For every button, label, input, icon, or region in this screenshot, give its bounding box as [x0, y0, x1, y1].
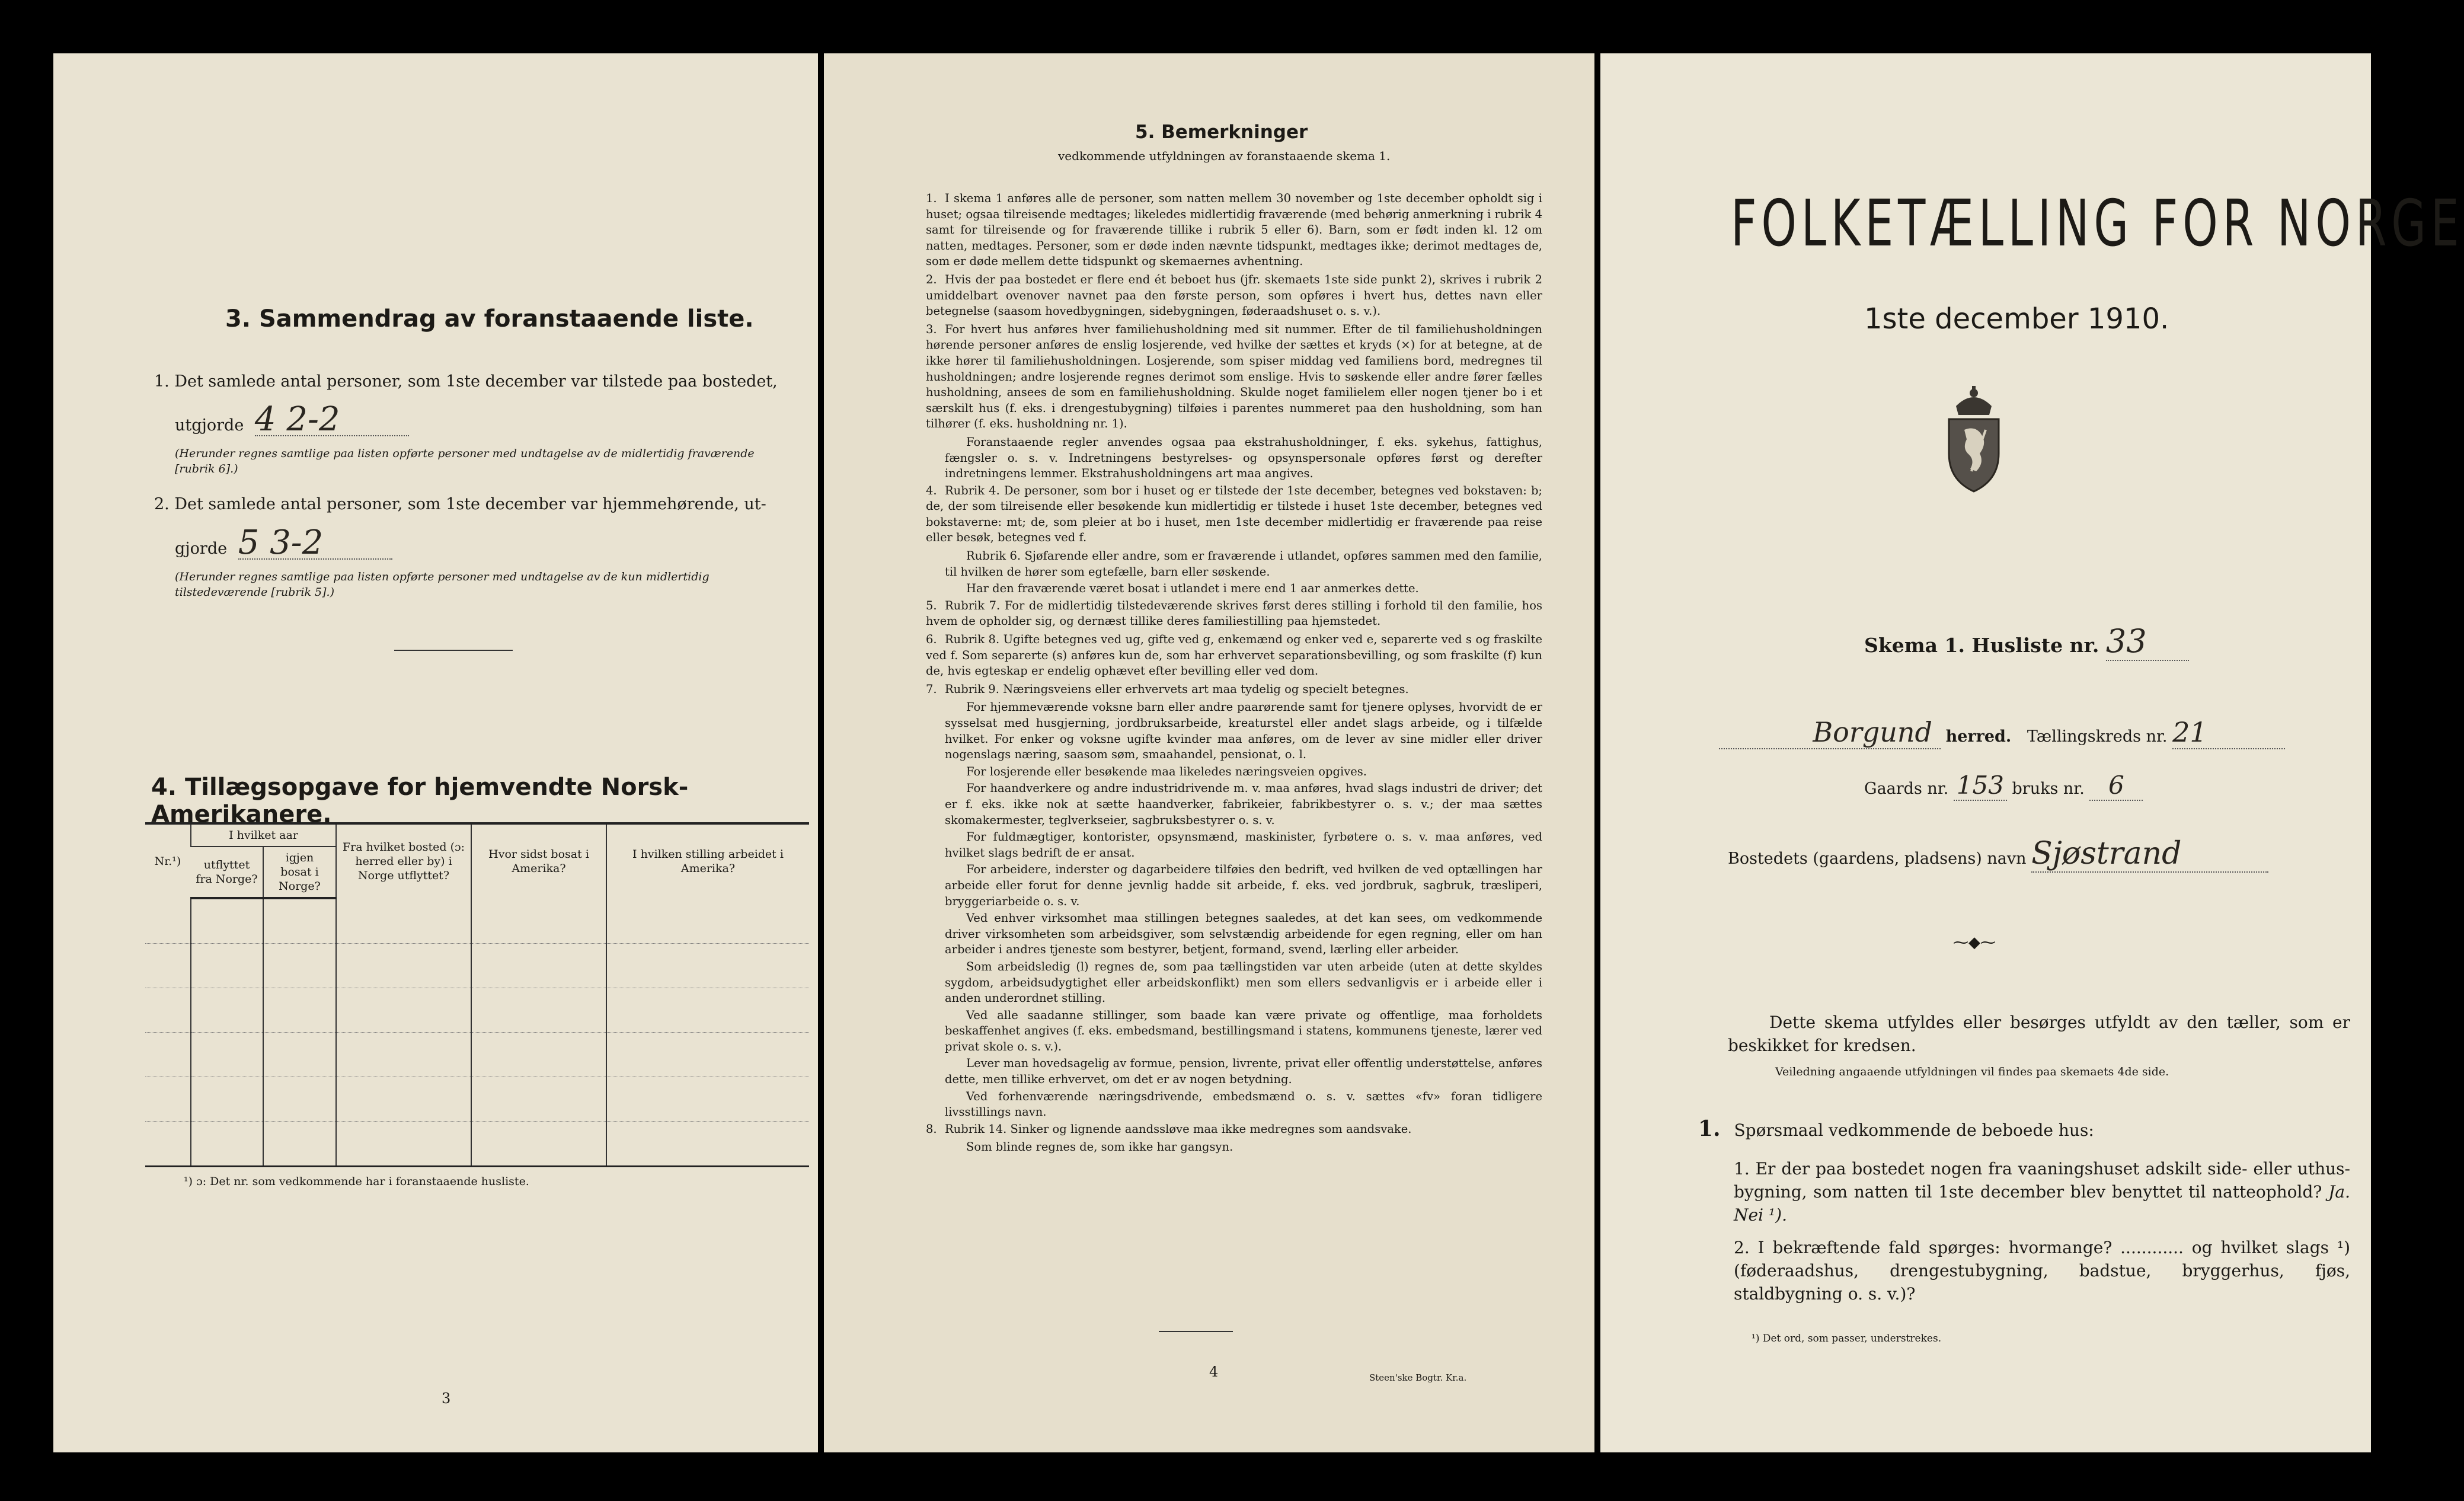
form-date: 1ste december 1910. — [1864, 302, 2169, 336]
remark-item: For losjerende eller besøkende maa likeledes næringsveien opgives. — [966, 764, 1367, 778]
item-2-note: (Herunder regnes samtlige paa listen opførte personer med undtagelse av de kun midlertidig tilstedeværende [rubrik 5].) — [175, 570, 710, 599]
item-1-lead: utgjorde 4 2-2 — [175, 404, 409, 436]
remark-item: 7. Rubrik 9. Næringsveiens eller erhvervets art maa tydelig og specielt betegnes. — [926, 682, 1409, 696]
remark-item: Ved enhver virksomhet maa stillingen betegnes saaledes, at det kan sees, om vedkommende driver virksomheten som arbeidsgiver, som selvstændig arbeidende for egen regning, eller om han arbeider i andres tjeneste som bestyrer, betjent, formand, svend, lærling eller arbeider. — [945, 911, 1542, 957]
section-3-title: 3. Sammendrag av foranstaaende liste. — [225, 305, 754, 333]
table-row — [145, 898, 809, 944]
remark-item: 4. Rubrik 4. De personer, som bor i huset og er tilstede der 1ste december, betegnes ved bokstaven: b; de, der som tilreisende eller besøkende kun midlertidig er tilstede i huset 1ste december, betegnes ved bokstaverne: mt; de, som pleier at bo i huset, men 1ste december midlertidig er fraværende paa reise eller besøk, betegnes ved f. — [926, 483, 1542, 545]
divider — [394, 650, 513, 651]
remark-item: 3. For hvert hus anføres hver familiehusholdning med sit nummer. Efter de til familiehusholdningen hørende personer anføres de enslig losjerende, ved hvilke der sættes et kryds (×) for at betegne, at de ikke hører til familiehusholdningen. Losjerende, som spiser middag ved familiens bord, medregnes til husholdningen; andre losjerende regnes derimot som enslige. Hvis to søskende eller andre fører fælles husholdning, ansees de som en familiehusholdning. Skulde noget familielem eller nogen tjener bo i et særskilt hus (f. eks. i drengestubygning) tilføies i parentes nummeret paa den husholdning, som han tilhører (f. eks. husholdning nr. 1). — [926, 322, 1542, 431]
item-1-note: (Herunder regnes samtlige paa listen opførte personer med undtagelse av de midlertidig fraværende [rubrik 6].) — [175, 447, 755, 475]
page-3-summary — [53, 53, 818, 1452]
remark-item: Som arbeidsledig (l) regnes de, som paa tællingstiden var uten arbeide (uten at dette skyldes sygdom, arbeidsudygtighet eller arbeidskonflikt) men som ellers sedvanligvis er i arbeide eller i anden underordnet stilling. — [945, 959, 1542, 1005]
page-number: 4 — [1209, 1363, 1219, 1380]
table-row — [145, 1033, 809, 1077]
col-stilling: I hvilken stilling arbeidet i Amerika? — [606, 825, 809, 898]
remark-item: Foranstaaende regler anvendes ogsaa paa ekstrahusholdninger, f. eks. sykehus, fattighus, fængsler o. s. v. Indretningens bestyrelses- og opsynspersonale opføres først og derefter indretningens lemmer. Ekstrahusholdningens art maa angives. — [945, 435, 1542, 481]
page-number: 3 — [442, 1390, 451, 1407]
divider — [1159, 1331, 1233, 1332]
coat-of-arms-icon — [1938, 382, 2009, 497]
bosted-line: Bostedets (gaardens, pladsens) navn Sjøstrand — [1728, 836, 2268, 873]
item-2-value: 5 3-2 — [238, 528, 392, 560]
col-nr: Nr.¹) — [154, 855, 181, 868]
remark-item: For hjemmeværende voksne barn eller andre paarørende samt for tjenere oplyses, hvorvidt de er sysselsat med husgjerning, jordbruksarbeide, kreaturstel eller andet slags arbeide, og i tilfælde hvilket. For enker og voksne ugifte kvinder maa anføres, om de lever av sine midler eller driver nogenslags næring, saasom søm, smaahandel, pensionat, o. l. — [945, 700, 1542, 762]
remark-item: 8. Rubrik 14. Sinker og lignende aandssløve maa ikke medregnes som aandsvake. — [926, 1122, 1412, 1136]
table-row — [145, 988, 809, 1033]
herred-line: Borgund herred. Tællingskreds nr. 21 — [1719, 716, 2347, 749]
question-1-answer: Ja. Nei ¹). — [1734, 1182, 2350, 1225]
item-2-text: 2. Det samlede antal personer, som 1ste december var hjemmehørende, ut- — [154, 495, 766, 513]
bosted-value: Sjøstrand — [2031, 836, 2268, 873]
col-fra-bosted: Fra hvilket bosted (ɔ: herred eller by) i Norge utflyttet? — [336, 825, 471, 898]
form-title: FOLKETÆLLING FOR NORGE — [1731, 187, 2464, 261]
item-1-value: 4 2-2 — [255, 404, 409, 436]
questions-heading: 1. Spørsmaal vedkommende de beboede hus: — [1698, 1116, 2094, 1141]
remark-item: For fuldmægtiger, kontorister, opsynsmænd, maskinister, fyrbøtere o. s. v. maa anføres, ved hvilket slags bedrift de er ansat. — [945, 830, 1542, 860]
remark-item: 2. Hvis der paa bostedet er flere end ét beboet hus (jfr. skemaets 1ste side punkt 2), skrives i rubrik 2 umiddelbart ovenover navnet paa den første person, som opføres i hvert hus, dettes navn eller betegnelse (saasom hovedbygningen, sidebygningen, føderaadshuset o. s. v.). — [926, 272, 1542, 318]
page-4-remarks — [824, 53, 1594, 1452]
gaards-value: 153 — [1954, 771, 2007, 801]
remark-item: 5. Rubrik 7. For de midlertidig tilstedeværende skrives først deres stilling i forhold til den familie, hos hvem de opholder sig, og dernæst tillike deres familiestilling paa hjemstedet. — [926, 598, 1542, 628]
table-footnote: ¹) ɔ: Det nr. som vedkommende har i foranstaaende husliste. — [184, 1175, 529, 1188]
remark-item: For haandverkere og andre industridrivende m. v. maa anføres, hvad slags industri de driver; det er f. eks. ikke nok at sætte haandverker, fabrikeier, fabrikbestyrer o. s. v.; der maa sættes skomakermester, teglverkseier, sagbruksbestyrer o. s. v. — [945, 781, 1542, 827]
herred-value: Borgund — [1719, 716, 1941, 749]
col-hvor-bosat: Hvor sidst bosat i Amerika? — [471, 825, 606, 898]
section-4-title: 4. Tillægsopgave for hjemvendte Norsk-Amerikanere. — [151, 774, 689, 828]
remark-item: Lever man hovedsagelig av formue, pension, livrente, privat eller offentlig understøttelse, anføres dette, men tillike erhvervet, om det er av nogen betydning. — [945, 1056, 1542, 1087]
ornament-icon: ⁓◆⁓ — [1953, 934, 1996, 951]
bruks-value: 6 — [2089, 771, 2143, 801]
col-igjen: igjen bosat i Norge? — [263, 847, 336, 898]
intro-text: Dette skema utfyldes eller besørges utfyldt av den tæller, som er beskikket for kredsen. — [1728, 1013, 2350, 1055]
remark-item: Som blinde regnes de, som ikke har gangsyn. — [966, 1140, 1233, 1154]
gaards-line: Gaards nr. 153 bruks nr. 6 — [1864, 771, 2143, 801]
remark-item: Ved forhenværende næringsdrivende, embedsmænd o. s. v. sættes «fv» foran tidligere livsstillings navn. — [945, 1089, 1542, 1119]
question-2: 2. I bekræftende fald spørges: hvormange? ............ og hvilket slags ¹) (føderaadshus, drengestubygning, badstue, bryggerhus, fjøs, staldbygning o. s. v.)? — [1734, 1238, 2350, 1304]
remark-item: For arbeidere, inderster og dagarbeidere tilføies den bedrift, ved hvilken de ved optællingen har arbeide eller forut for denne jevnlig hadde sit arbeide, f. eks. ved jordbruk, sagbruk, træsliperi, bryggeriarbeide o. s. v. — [945, 863, 1542, 908]
remarks-title: 5. Bemerkninger — [1135, 122, 1308, 143]
remark-item: Har den fraværende været bosat i utlandet i mere end 1 aar anmerkes dette. — [966, 582, 1419, 596]
cover-footnote: ¹) Det ord, som passer, understrekes. — [1752, 1333, 1942, 1344]
remarks-list — [926, 191, 1542, 1157]
remark-item: 1. I skema 1 anføres alle de personer, som natten mellem 30 november og 1ste december opholdt sig i huset; ogsaa tilreisende medtages; likeledes midlertidig fraværende (med behørig anmerkning i rubrik 4 samt for tilreisende og for fraværende tillike i rubrik 5 eller 6). Barn, som er født inden kl. 12 om natten, medtages. Personer, som er døde inden nævnte tidspunkt, medtages ikke; derimot medtages de, som er døde mellem dette tidspunkt og skemaernes avhentning. — [926, 191, 1542, 269]
skema-line: Skema 1. Husliste nr. 33 — [1864, 622, 2189, 661]
remark-item: 6. Rubrik 8. Ugifte betegnes ved ug, gifte ved g, enkemænd og enker ved e, separerte ved s og fraskilte ved f. Som separerte (s) anføres kun de, som har erhvervet separationsbevilling, og som fraskilte (f) kun de, hvis egteskap er endelig ophævet efter bevilling eller ved dom. — [926, 633, 1542, 678]
col-group-aar: I hvilket aar — [191, 825, 336, 847]
husliste-number: 33 — [2106, 622, 2189, 661]
remark-item: Rubrik 6. Sjøfarende eller andre, som er fraværende i utlandet, opføres sammen med den familie, til hvilken de hører som egtefælle, barn eller søskende. — [945, 549, 1542, 579]
norsk-amerikanere-table — [145, 825, 809, 1167]
remarks-subtitle: vedkommende utfyldningen av foranstaaende skema 1. — [1058, 149, 1391, 163]
page-1-cover — [1600, 53, 2464, 1452]
printer-credit: Steen'ske Bogtr. Kr.a. — [1369, 1372, 1467, 1383]
question-1: 1. Er der paa bostedet nogen fra vaaningshuset adskilt side- eller uthus-bygning, som natten til 1ste december blev benyttet til natteophold? Ja. Nei ¹). — [1734, 1159, 2350, 1225]
table-row — [145, 1122, 809, 1167]
table-row — [145, 944, 809, 988]
intro-note: Veiledning angaaende utfyldningen vil findes paa skemaets 4de side. — [1775, 1065, 2169, 1078]
item-1-text: 1. Det samlede antal personer, som 1ste december var tilstede paa bostedet, — [154, 372, 778, 391]
col-utflyttet: utflyttet fra Norge? — [191, 847, 263, 898]
item-2-lead: gjorde 5 3-2 — [175, 528, 392, 560]
kreds-value: 21 — [2172, 716, 2285, 749]
table-row — [145, 1077, 809, 1122]
remark-item: Ved alle saadanne stillinger, som baade kan være private og offentlige, maa forholdets beskaffenhet angives (f. eks. embedsmand, bestillingsmand i statens, kommunens tjeneste, lærer ved privat skole o. s. v.). — [945, 1008, 1542, 1053]
